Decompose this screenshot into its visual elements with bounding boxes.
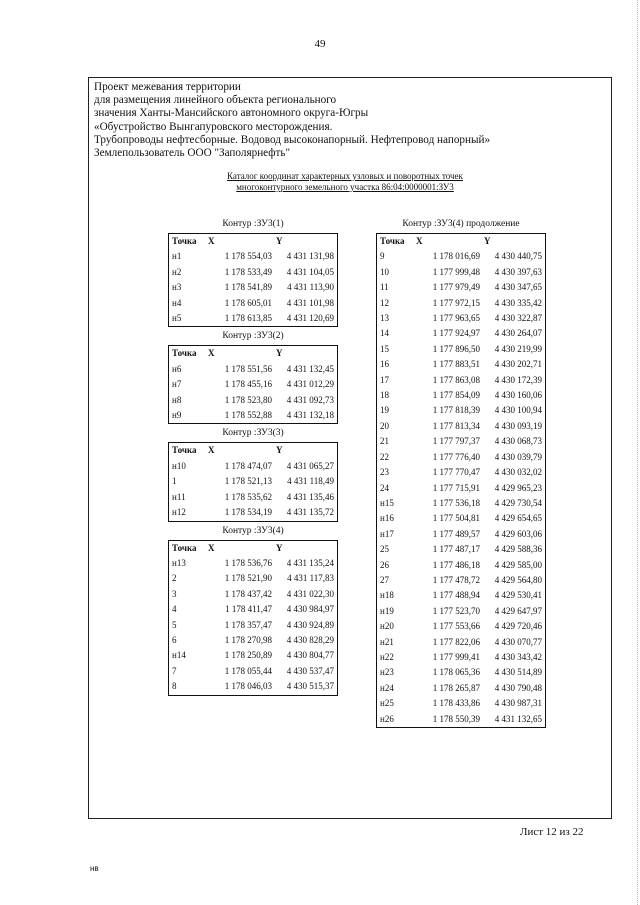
point-cell: н13	[172, 557, 186, 568]
y-cell: 4 431 135,24	[286, 557, 334, 568]
table-row	[169, 362, 338, 377]
x-cell: 1 177 504,81	[432, 513, 480, 524]
x-cell: 1 177 896,50	[432, 343, 480, 354]
point-cell: н21	[380, 636, 394, 647]
y-cell: 4 431 135,46	[286, 491, 334, 502]
x-cell: 1 177 818,39	[432, 405, 480, 416]
point-cell: н9	[172, 410, 182, 421]
y-cell: 4 431 012,29	[286, 379, 334, 390]
page-number: 49	[314, 38, 326, 50]
x-cell: 1 178 605,01	[224, 297, 272, 308]
point-cell: н12	[172, 507, 186, 518]
column-header-y: Y	[276, 445, 283, 456]
point-cell: 8	[172, 681, 177, 692]
column-header-point: Точка	[380, 236, 405, 246]
y-cell: 4 431 065,27	[286, 460, 334, 471]
point-cell: 4	[172, 604, 177, 615]
x-cell: 1 178 523,80	[224, 394, 272, 405]
table-row	[169, 571, 338, 586]
x-cell: 1 177 813,34	[432, 420, 480, 431]
column-header-x: X	[208, 542, 215, 553]
point-cell: 15	[380, 343, 389, 354]
column-header-x: X	[208, 348, 215, 359]
x-cell: 1 178 250,89	[224, 650, 272, 661]
column-header-point: Точка	[172, 236, 197, 246]
y-cell: 4 430 440,75	[494, 251, 542, 262]
coordinates-table	[168, 345, 338, 424]
x-cell: 1 177 553,66	[432, 621, 480, 632]
table-row	[377, 388, 546, 403]
y-cell: 4 430 514,89	[494, 667, 542, 678]
point-cell: 22	[380, 451, 389, 462]
table-row	[377, 280, 546, 295]
y-cell: 4 429 530,41	[494, 590, 542, 601]
x-cell: 1 178 521,90	[224, 573, 272, 584]
x-cell: 1 177 489,57	[432, 528, 480, 539]
x-cell: 1 178 357,47	[224, 619, 272, 630]
y-cell: 4 430 397,63	[494, 266, 542, 277]
table-row	[169, 408, 338, 424]
y-cell: 4 430 172,39	[494, 374, 542, 385]
contour-title: Контур :ЗУ3(4) продолжение	[402, 219, 520, 229]
table-row	[169, 587, 338, 602]
table-row	[377, 604, 546, 619]
x-cell: 1 178 270,98	[224, 634, 272, 645]
column-header-y: Y	[276, 236, 283, 246]
scan-edge	[636, 0, 638, 905]
point-cell: н4	[172, 297, 182, 308]
point-cell: н10	[172, 460, 186, 471]
coordinates-table	[376, 233, 546, 728]
point-cell: н11	[172, 491, 186, 502]
point-cell: 25	[380, 544, 389, 555]
table-row	[377, 265, 546, 280]
point-cell: 6	[172, 634, 177, 645]
header-line: для размещения линейного объекта регионального	[94, 94, 337, 107]
y-cell: 4 429 588,36	[494, 544, 542, 555]
x-cell: 1 177 822,06	[432, 636, 480, 647]
point-cell: н6	[172, 363, 182, 374]
table-row	[377, 588, 546, 603]
coordinates-table	[168, 442, 338, 521]
table-row	[377, 650, 546, 665]
table-row	[169, 249, 338, 264]
point-cell: 19	[380, 405, 389, 416]
y-cell: 4 430 924,89	[286, 619, 334, 630]
column-header-point: Точка	[172, 542, 197, 553]
table-header-row	[169, 234, 338, 250]
table-row	[377, 635, 546, 650]
y-cell: 4 431 101,98	[286, 297, 334, 308]
y-cell: 4 429 603,06	[494, 528, 542, 539]
x-cell: 1 177 478,72	[432, 574, 480, 585]
x-cell: 1 178 433,86	[432, 698, 480, 709]
contour-title: Контур :ЗУ3(4)	[222, 525, 284, 536]
x-cell: 1 178 065,36	[432, 667, 480, 678]
point-cell: 12	[380, 297, 389, 308]
x-cell: 1 177 523,70	[432, 605, 480, 616]
table-row	[169, 265, 338, 280]
x-cell: 1 177 486,18	[432, 559, 480, 570]
x-cell: 1 178 016,69	[432, 251, 480, 262]
y-cell: 4 431 132,45	[286, 363, 334, 374]
y-cell: 4 430 537,47	[286, 665, 334, 676]
coordinates-table	[168, 233, 338, 327]
table-row	[377, 296, 546, 311]
y-cell: 4 430 160,06	[494, 390, 542, 401]
x-cell: 1 178 552,88	[224, 410, 272, 421]
table-row	[169, 280, 338, 295]
y-cell: 4 429 654,65	[494, 513, 542, 524]
point-cell: 5	[172, 619, 177, 630]
y-cell: 4 431 092,73	[286, 394, 334, 405]
y-cell: 4 429 564,80	[494, 574, 542, 585]
point-cell: 18	[380, 390, 389, 401]
header-line: «Обустройство Вынгапуровского месторождения.	[94, 120, 333, 133]
table-row	[169, 556, 338, 571]
table-row	[169, 602, 338, 617]
table-row	[377, 481, 546, 496]
point-cell: н26	[380, 713, 394, 724]
y-cell: 4 430 264,07	[494, 328, 542, 339]
point-cell: н20	[380, 621, 394, 632]
y-cell: 4 429 730,54	[494, 497, 542, 508]
point-cell: 24	[380, 482, 389, 493]
x-cell: 1 178 534,19	[224, 507, 272, 518]
table-row	[169, 377, 338, 392]
point-cell: 7	[172, 665, 177, 676]
table-row	[377, 558, 546, 573]
y-cell: 4 431 131,98	[286, 251, 334, 262]
table-row	[169, 664, 338, 679]
table-header-row	[169, 346, 338, 362]
table-row	[377, 434, 546, 449]
contour-title: Контур :ЗУ3(3)	[222, 428, 284, 439]
y-cell: 4 431 117,83	[287, 573, 334, 584]
table-row	[377, 665, 546, 680]
x-cell: 1 177 924,97	[432, 328, 480, 339]
y-cell: 4 429 585,00	[494, 559, 542, 570]
x-cell: 1 178 550,39	[432, 713, 480, 724]
y-cell: 4 430 322,87	[494, 313, 542, 324]
y-cell: 4 431 113,90	[287, 282, 334, 293]
y-cell: 4 430 804,77	[286, 650, 334, 661]
table-header-row	[377, 234, 546, 250]
x-cell: 1 177 797,37	[432, 436, 480, 447]
point-cell: н5	[172, 313, 182, 324]
point-cell: 9	[380, 251, 385, 262]
point-cell: н23	[380, 667, 394, 678]
point-cell: 20	[380, 420, 389, 431]
x-cell: 1 177 536,18	[432, 497, 480, 508]
point-cell: 2	[172, 573, 177, 584]
x-cell: 1 177 715,91	[432, 482, 480, 493]
point-cell: н24	[380, 682, 394, 693]
point-cell: 16	[380, 359, 389, 370]
x-cell: 1 177 488,94	[432, 590, 480, 601]
table-row	[377, 465, 546, 480]
y-cell: 4 431 104,05	[286, 266, 334, 277]
table-row	[377, 311, 546, 326]
y-cell: 4 429 647,97	[494, 605, 542, 616]
header-line: Трубопроводы нефтесборные. Водовод высоконапорный. Нефтепровод напорный»	[94, 133, 491, 146]
point-cell: н16	[380, 513, 394, 524]
column-header-x: X	[208, 445, 215, 456]
table-row	[377, 249, 546, 264]
x-cell: 1 177 999,41	[432, 651, 480, 662]
point-cell: 10	[380, 266, 389, 277]
y-cell: 4 430 335,42	[494, 297, 542, 308]
point-cell: 17	[380, 374, 389, 385]
x-cell: 1 177 972,15	[432, 297, 480, 308]
contour-title: Контур :ЗУ3(1)	[222, 219, 284, 229]
x-cell: 1 178 554,03	[224, 251, 272, 262]
x-cell: 1 178 437,42	[224, 588, 272, 599]
point-cell: н15	[380, 497, 394, 508]
y-cell: 4 430 039,79	[494, 451, 542, 462]
sheet-label: Лист 12 из 22	[520, 826, 584, 838]
table-row	[169, 490, 338, 505]
header-line: значения Ханты-Мансийского автономного округа-Югры	[94, 107, 369, 120]
x-cell: 1 178 411,47	[225, 604, 272, 615]
point-cell: 21	[380, 436, 389, 447]
y-cell: 4 430 347,65	[494, 282, 542, 293]
point-cell: 13	[380, 313, 389, 324]
y-cell: 4 429 965,23	[494, 482, 542, 493]
x-cell: 1 178 474,07	[224, 460, 272, 471]
table-row	[169, 311, 338, 327]
y-cell: 4 430 070,77	[494, 636, 542, 647]
table-row	[377, 496, 546, 511]
table-row	[169, 679, 338, 695]
x-cell: 1 178 535,62	[224, 491, 272, 502]
table-row	[377, 511, 546, 526]
point-cell: н2	[172, 266, 182, 277]
point-cell: н18	[380, 590, 394, 601]
x-cell: 1 177 963,65	[432, 313, 480, 324]
column-header-y: Y	[484, 236, 491, 246]
table-row	[377, 527, 546, 542]
catalog-title	[150, 171, 540, 193]
point-cell: 23	[380, 467, 389, 478]
point-cell: н19	[380, 605, 394, 616]
y-cell: 4 431 022,30	[286, 588, 334, 599]
table-row	[169, 459, 338, 474]
y-cell: 4 430 202,71	[494, 359, 542, 370]
project-header	[94, 81, 490, 160]
y-cell: 4 430 219,99	[494, 343, 542, 354]
x-cell: 1 178 541,89	[224, 282, 272, 293]
x-cell: 1 177 883,51	[432, 359, 480, 370]
table-row	[377, 450, 546, 465]
x-cell: 1 178 533,49	[224, 266, 272, 277]
y-cell: 4 430 987,31	[494, 698, 542, 709]
y-cell: 4 430 068,73	[494, 436, 542, 447]
table-row	[377, 712, 546, 728]
x-cell: 1 178 046,03	[224, 681, 272, 692]
table-row	[169, 474, 338, 489]
point-cell: 3	[172, 588, 177, 599]
x-cell: 1 177 776,40	[432, 451, 480, 462]
x-cell: 1 177 863,08	[432, 374, 480, 385]
y-cell: 4 430 790,48	[494, 682, 542, 693]
column-header-y: Y	[276, 542, 283, 553]
table-row	[169, 505, 338, 521]
x-cell: 1 178 536,76	[224, 557, 272, 568]
y-cell: 4 430 828,29	[286, 634, 334, 645]
footer-mark: нв	[90, 864, 99, 873]
table-row	[377, 573, 546, 588]
x-cell: 1 177 999,48	[432, 266, 480, 277]
table-header-row	[169, 443, 338, 459]
table-row	[169, 633, 338, 648]
coordinates-table	[168, 540, 338, 696]
point-cell: н1	[172, 251, 182, 262]
catalog-title-line: Каталог координат характерных узловых и поворотных точек	[227, 171, 463, 181]
right-column	[376, 215, 546, 728]
y-cell: 4 431 120,69	[286, 313, 334, 324]
point-cell: 27	[380, 574, 389, 585]
point-cell: н7	[172, 379, 182, 390]
y-cell: 4 431 132,18	[286, 410, 334, 421]
point-cell: н14	[172, 650, 186, 661]
table-row	[377, 542, 546, 557]
point-cell: 14	[380, 328, 389, 339]
header-line: Проект межевания территории	[94, 81, 241, 93]
y-cell: 4 430 343,42	[494, 651, 542, 662]
point-cell: 26	[380, 559, 389, 570]
column-header-x: X	[208, 236, 215, 246]
table-row	[169, 618, 338, 633]
table-header-row	[169, 540, 338, 556]
table-row	[377, 403, 546, 418]
x-cell: 1 178 055,44	[224, 665, 272, 676]
y-cell: 4 429 720,46	[494, 621, 542, 632]
x-cell: 1 177 854,09	[432, 390, 480, 401]
table-row	[169, 393, 338, 408]
table-row	[377, 681, 546, 696]
catalog-title-line: многоконтурного земельного участка 86:04:0000001:ЗУ3	[236, 182, 454, 192]
table-row	[377, 357, 546, 372]
x-cell: 1 177 979,49	[432, 282, 480, 293]
y-cell: 4 430 515,37	[286, 681, 334, 692]
x-cell: 1 178 521,13	[224, 476, 272, 487]
table-row	[377, 696, 546, 711]
point-cell: 11	[380, 282, 389, 293]
x-cell: 1 177 487,17	[432, 544, 480, 555]
header-line: Землепользователь ООО "Заполярнефть"	[94, 147, 291, 160]
y-cell: 4 430 093,19	[494, 420, 542, 431]
column-header-point: Точка	[172, 445, 197, 456]
column-header-point: Точка	[172, 348, 197, 359]
y-cell: 4 431 132,65	[494, 713, 542, 724]
x-cell: 1 178 455,16	[224, 379, 272, 390]
column-header-x: X	[416, 236, 423, 246]
point-cell: н8	[172, 394, 182, 405]
point-cell: н22	[380, 651, 394, 662]
point-cell: н25	[380, 698, 394, 709]
x-cell: 1 178 551,56	[224, 363, 272, 374]
y-cell: 4 431 135,72	[286, 507, 334, 518]
point-cell: 1	[172, 476, 177, 487]
contour-title: Контур :ЗУ3(2)	[222, 331, 284, 342]
table-row	[377, 373, 546, 388]
left-column	[168, 215, 338, 696]
column-header-y: Y	[276, 348, 283, 359]
table-row	[169, 296, 338, 311]
y-cell: 4 430 100,94	[494, 405, 542, 416]
x-cell: 1 178 265,87	[432, 682, 480, 693]
y-cell: 4 431 118,49	[287, 476, 334, 487]
point-cell: н3	[172, 282, 182, 293]
y-cell: 4 430 032,02	[494, 467, 542, 478]
x-cell: 1 177 770,47	[432, 467, 480, 478]
x-cell: 1 178 613,85	[224, 313, 272, 324]
point-cell: н17	[380, 528, 394, 539]
table-row	[377, 419, 546, 434]
y-cell: 4 430 984,97	[286, 604, 334, 615]
table-row	[377, 342, 546, 357]
table-row	[169, 648, 338, 663]
table-row	[377, 326, 546, 341]
table-row	[377, 619, 546, 634]
